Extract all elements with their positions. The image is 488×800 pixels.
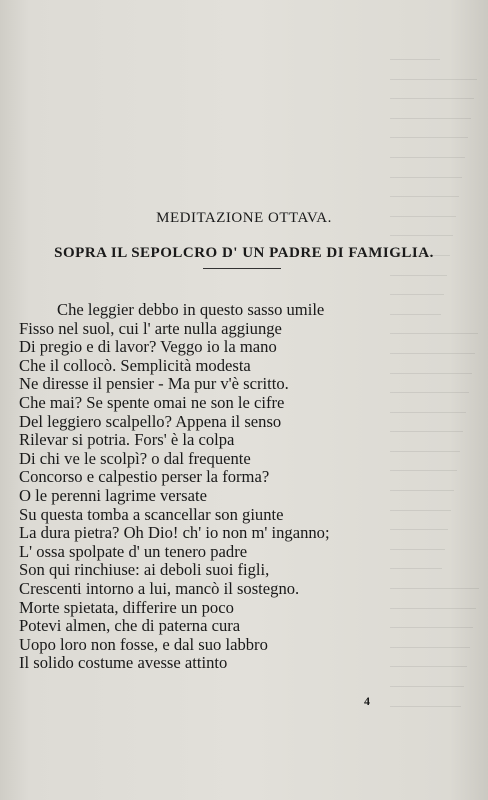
poem-line: L' ossa spolpate d' un tenero padre xyxy=(19,541,248,561)
poem-line: Ne diresse il pensier - Ma pur v'è scritto. xyxy=(19,374,289,394)
poem-line: Su questa tomba a scancellar son giunte xyxy=(19,504,284,524)
bleed-through-text xyxy=(390,48,488,708)
poem-line: Di chi ve le scolpì? o dal frequente xyxy=(19,448,251,468)
poem-line: Di pregio e di lavor? Veggo io la mano xyxy=(19,337,277,357)
poem-line: O le perenni lagrime versate xyxy=(19,485,207,505)
poem-line: Che leggier debbo in questo sasso umile xyxy=(57,300,325,319)
poem-line: Il solido costume avesse attinto xyxy=(19,653,228,673)
poem-body xyxy=(19,301,389,673)
poem-line: Concorso e calpestio perser la forma? xyxy=(19,467,270,487)
page-number: 4 xyxy=(364,694,370,708)
poem-line: Uopo loro non fosse, e dal suo labbro xyxy=(19,634,268,654)
poem-line: Morte spietata, differire un poco xyxy=(19,597,234,617)
poem-line: Fisso nel suol, cui l' arte nulla aggiunge xyxy=(19,318,282,338)
poem-line: Crescenti intorno a lui, mancò il sostegno. xyxy=(19,578,300,598)
poem-line: La dura pietra? Oh Dio! ch' io non m' inganno; xyxy=(19,523,330,543)
meditation-subtitle: SOPRA IL SEPOLCRO D' UN PADRE DI FAMIGLIA. xyxy=(54,245,434,261)
poem-line: Che mai? Se spente omai ne son le cifre xyxy=(19,392,285,412)
poem-line: Rilevar si potria. Fors' è la colpa xyxy=(19,430,235,450)
title-rule xyxy=(203,268,281,269)
poem-line: Son qui rinchiuse: ai deboli suoi figli, xyxy=(19,560,270,580)
poem-line: Del leggiero scalpello? Appena il senso xyxy=(19,411,282,431)
poem-line: Potevi almen, che di paterna cura xyxy=(19,616,241,636)
meditation-title: MEDITAZIONE OTTAVA. xyxy=(156,210,332,226)
poem-line: Che il collocò. Semplicità modesta xyxy=(19,355,251,375)
